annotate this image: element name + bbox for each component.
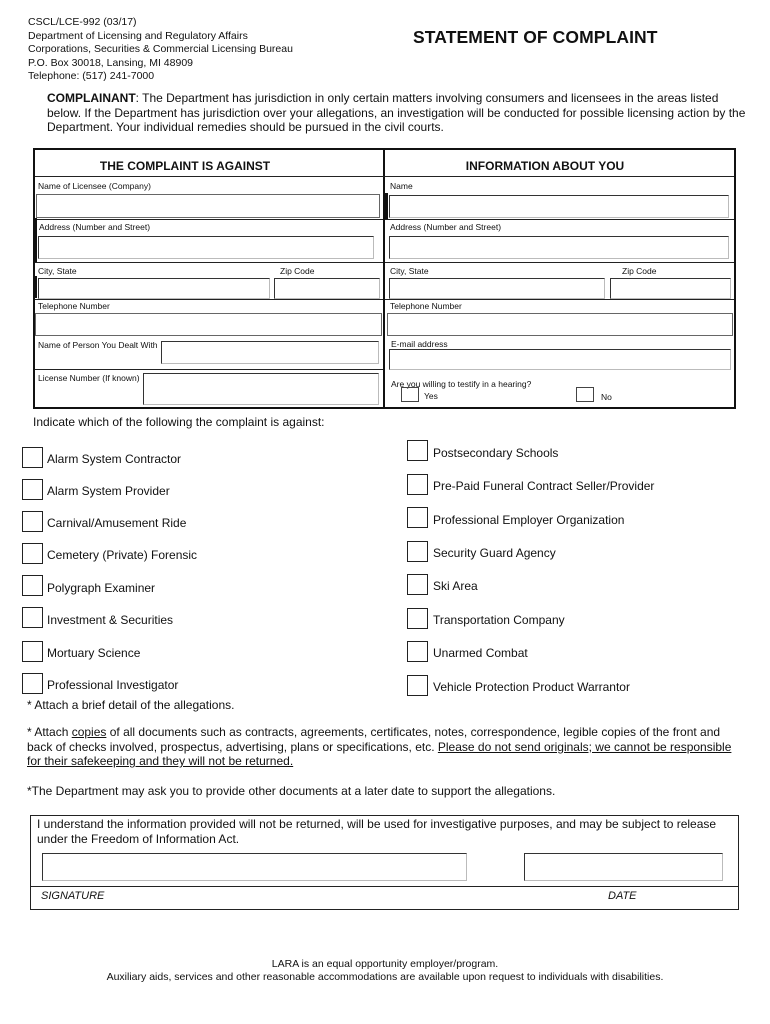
heading-rule (35, 176, 734, 177)
signature-rule (31, 886, 738, 887)
your-telephone-input[interactable] (387, 313, 733, 336)
unarmed-combat-checkbox[interactable] (407, 641, 428, 662)
testify-question: Are you willing to testify in a hearing? (391, 379, 532, 389)
date-input[interactable] (524, 853, 723, 881)
cemetery-forensic-checkbox[interactable] (22, 543, 43, 564)
license-number-input[interactable] (143, 373, 379, 405)
your-city-input[interactable] (389, 278, 605, 299)
against-city-input[interactable] (38, 278, 270, 299)
testify-yes-checkbox[interactable] (401, 387, 419, 402)
against-zip-label: Zip Code (280, 266, 315, 276)
person-dealt-input[interactable] (161, 341, 379, 364)
against-telephone-label: Telephone Number (38, 301, 110, 311)
page-title: STATEMENT OF COMPLAINT (413, 27, 658, 47)
row-marker (33, 276, 37, 298)
professional-investigator-label: Professional Investigator (47, 678, 179, 692)
testify-yes-label: Yes (424, 391, 438, 401)
indicate-instruction: Indicate which of the following the complaint is against: (33, 415, 325, 429)
your-telephone-label: Telephone Number (390, 301, 462, 311)
date-label: DATE (608, 890, 637, 902)
your-address-input[interactable] (389, 236, 729, 259)
polygraph-examiner-checkbox[interactable] (22, 575, 43, 596)
intro-text: : The Department has jurisdiction in only certain matters involving consumers and licensees in the areas listed below. If the Department has jurisdiction over your allegations, an investigation will be conducted for possible licensing action by the Department. Your individual remedies should be pursued in the civil courts. (47, 91, 746, 134)
carnival-amusement-ride-checkbox[interactable] (22, 511, 43, 532)
bureau-name: Corporations, Securities & Commercial Licensing Bureau (28, 43, 293, 55)
certification-text: I understand the information provided will not be returned, will be used for investigative purposes, and may be subject to release under the Freedom of Information Act. (37, 817, 717, 846)
mortuary-science-label: Mortuary Science (47, 646, 141, 660)
rule (35, 299, 383, 300)
polygraph-examiner-label: Polygraph Examiner (47, 581, 156, 595)
intro-bold: COMPLAINANT (47, 91, 136, 105)
your-zip-label: Zip Code (622, 266, 657, 276)
rule (35, 219, 383, 220)
unarmed-combat-label: Unarmed Combat (433, 646, 528, 660)
rule (35, 369, 383, 370)
vehicle-protection-checkbox[interactable] (407, 675, 428, 696)
right-column-heading: INFORMATION ABOUT YOU (465, 159, 625, 173)
footer-accommodations: Auxiliary aids, services and other reasonable accommodations are available upon request to individuals with disabilities. (106, 971, 664, 983)
alarm-system-provider-label: Alarm System Provider (47, 484, 170, 498)
against-zip-input[interactable] (274, 278, 380, 299)
row-marker (384, 193, 388, 219)
your-name-input[interactable] (389, 195, 729, 218)
agency-telephone: Telephone: (517) 241-7000 (28, 70, 155, 82)
mortuary-science-checkbox[interactable] (22, 641, 43, 662)
investment-securities-label: Investment & Securities (47, 613, 174, 627)
rule (385, 219, 734, 220)
copies-body: of all documents such as contracts, agreements, certificates, notes, correspondence, legible copies of the front and back of checks involved, prospectus, advertising, plans or specifications, etc. (27, 725, 721, 754)
ski-area-checkbox[interactable] (407, 574, 428, 595)
row-marker (33, 218, 37, 262)
professional-employer-label: Professional Employer Organization (433, 513, 625, 527)
against-telephone-input[interactable] (35, 313, 382, 336)
alarm-system-contractor-checkbox[interactable] (22, 447, 43, 468)
attach-copies-note (27, 725, 732, 769)
license-number-label: License Number (If known) (38, 373, 140, 383)
rule (385, 299, 734, 300)
left-column-heading: THE COMPLAINT IS AGAINST (99, 159, 271, 173)
department-name: Department of Licensing and Regulatory Affairs (28, 29, 248, 42)
prepaid-funeral-checkbox[interactable] (407, 474, 428, 495)
email-input[interactable] (389, 349, 731, 370)
carnival-amusement-ride-label: Carnival/Amusement Ride (47, 516, 187, 530)
do-not-send-originals: Please do not send originals; we cannot be responsible for their safekeeping and they will not be returned. (27, 739, 732, 768)
email-label: E-mail address (391, 339, 448, 349)
professional-employer-checkbox[interactable] (407, 507, 428, 528)
against-address-input[interactable] (38, 236, 374, 259)
security-guard-agency-checkbox[interactable] (407, 541, 428, 562)
testify-no-checkbox[interactable] (576, 387, 594, 402)
your-name-label: Name (390, 181, 413, 191)
copies-underlined: copies (71, 725, 107, 739)
rule (35, 262, 383, 263)
footer-eeo: LARA is an equal opportunity employer/program. (271, 958, 499, 970)
security-guard-agency-label: Security Guard Agency (433, 546, 556, 560)
postsecondary-schools-checkbox[interactable] (407, 440, 428, 461)
brief-detail-note: * Attach a brief detail of the allegations. (27, 698, 235, 712)
transportation-company-checkbox[interactable] (407, 608, 428, 629)
licensee-name-input[interactable] (36, 194, 380, 218)
alarm-system-contractor-label: Alarm System Contractor (47, 452, 182, 466)
form-number: CSCL/LCE-992 (03/17) (28, 16, 137, 28)
your-zip-input[interactable] (610, 278, 731, 299)
rule (385, 262, 734, 263)
investment-securities-checkbox[interactable] (22, 607, 43, 628)
testify-no-label: No (601, 392, 612, 402)
against-city-label: City, State (38, 266, 77, 276)
signature-input[interactable] (42, 853, 467, 881)
your-address-label: Address (Number and Street) (390, 222, 502, 232)
agency-header (28, 16, 293, 84)
postsecondary-schools-label: Postsecondary Schools (433, 446, 559, 460)
person-dealt-label: Name of Person You Dealt With (38, 340, 158, 350)
transportation-company-label: Transportation Company (433, 613, 565, 627)
prepaid-funeral-label: Pre-Paid Funeral Contract Seller/Provider (433, 479, 655, 493)
complainant-intro (47, 91, 747, 135)
your-city-label: City, State (390, 266, 429, 276)
signature-label: SIGNATURE (41, 890, 105, 902)
professional-investigator-checkbox[interactable] (22, 673, 43, 694)
later-documents-note: *The Department may ask you to provide other documents at a later date to support the allegations. (27, 784, 556, 798)
ski-area-label: Ski Area (433, 579, 478, 593)
mailing-address: P.O. Box 30018, Lansing, MI 48909 (28, 56, 194, 69)
against-address-label: Address (Number and Street) (39, 222, 151, 232)
licensee-name-label: Name of Licensee (Company) (38, 181, 151, 191)
vehicle-protection-label: Vehicle Protection Product Warrantor (433, 680, 630, 694)
column-divider (383, 150, 385, 407)
cemetery-forensic-label: Cemetery (Private) Forensic (47, 548, 198, 562)
copies-prefix: * Attach (27, 725, 72, 739)
alarm-system-provider-checkbox[interactable] (22, 479, 43, 500)
